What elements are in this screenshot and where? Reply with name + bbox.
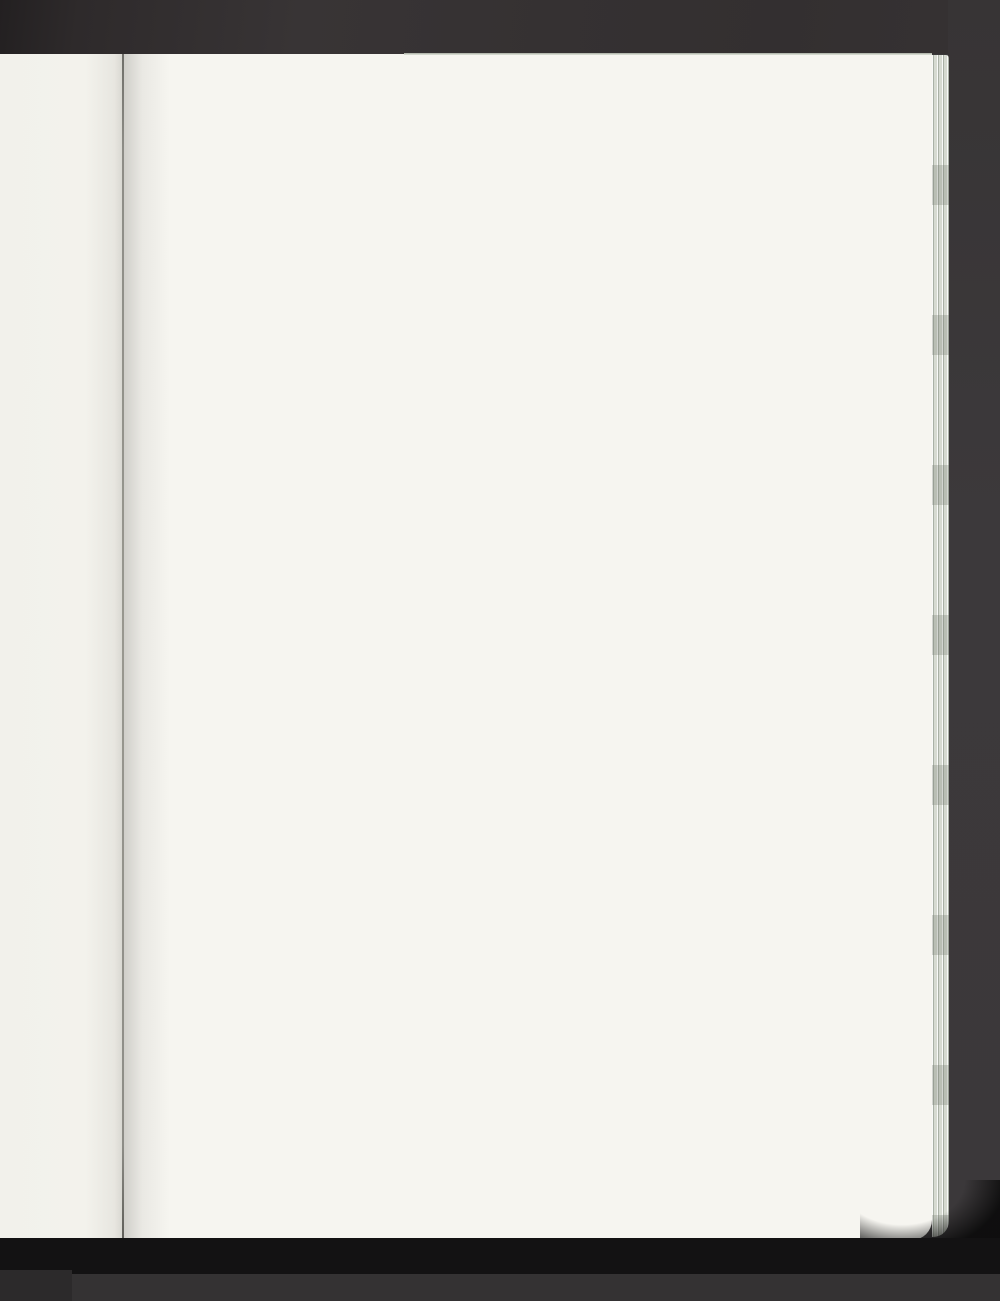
right-background	[948, 0, 1000, 1301]
right-page-text	[191, 54, 879, 1240]
top-background	[0, 0, 1000, 54]
bottom-left-fold	[0, 1270, 72, 1301]
page-edge-stack	[932, 55, 949, 1237]
bottom-background	[0, 1274, 1000, 1301]
left-page	[0, 54, 122, 1240]
book-bottom-shadow	[0, 1238, 1000, 1274]
gutter-shadow	[124, 54, 170, 1240]
right-page	[124, 54, 932, 1240]
